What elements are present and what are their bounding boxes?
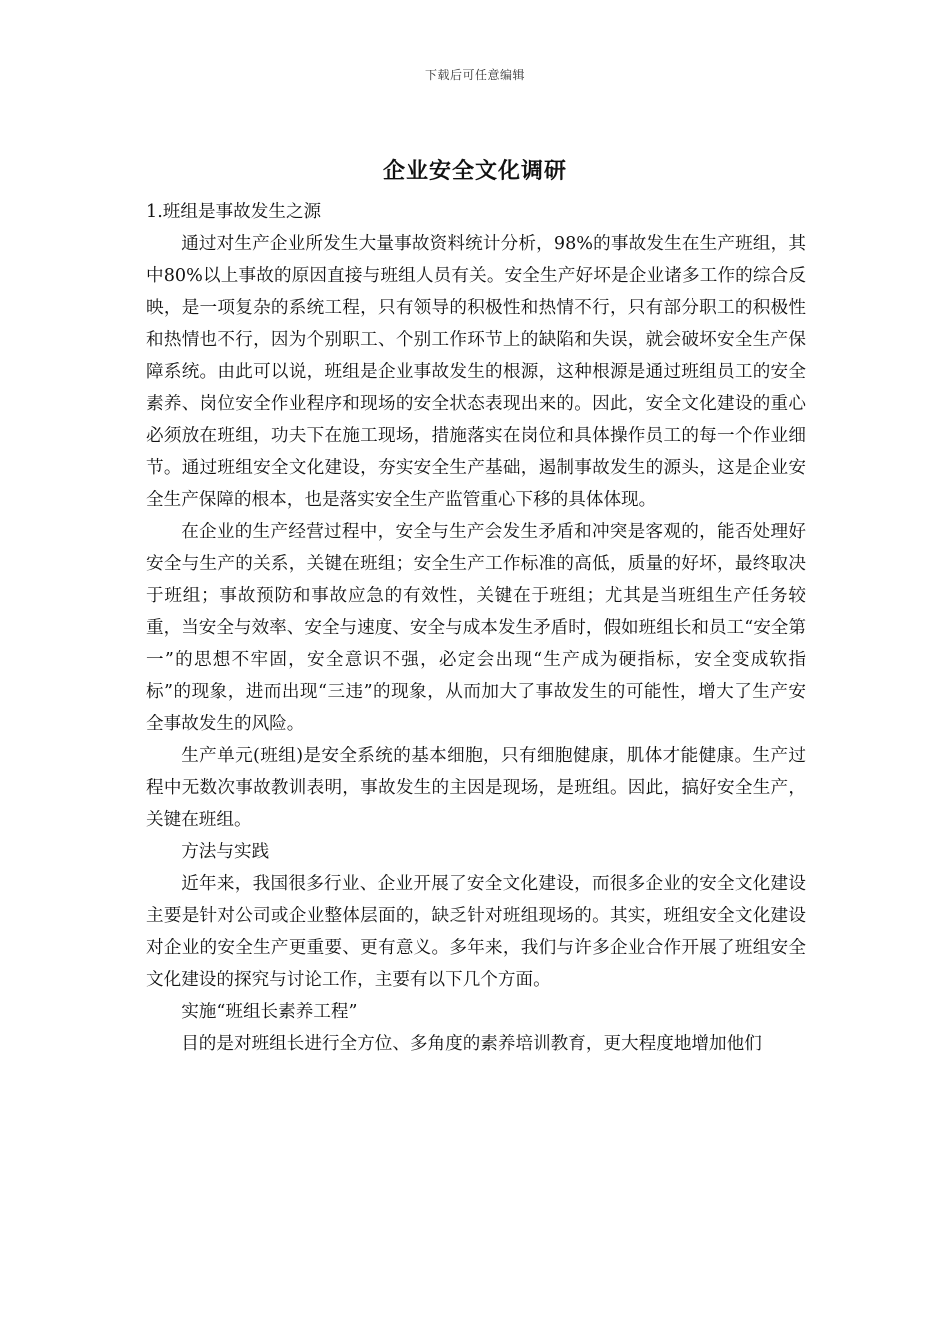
page-header: 下载后可任意编辑 — [424, 68, 525, 82]
document-body — [146, 196, 806, 1060]
paragraph: 目的是对班组长进行全方位、多角度的素养培训教育，更大程度地增加他们 — [181, 1034, 762, 1054]
paragraph: 通过对生产企业所发生大量事故资料统计分析，98%的事故发生在生产班组，其中80%以上事故的原因直接与班组人员有关。安全生产好坏是企业诸多工作的综合反映，是一项复杂的系统工程，只有领导的积极性和热情不行，只有部分职工的积极性和热情也不行，因为个别职工、个别工作环节上的缺陷和失误，就会破坏安全生产保障系统。由此可以说，班组是企业事故发生的根源，这种根源是通过班组员工的安全素养、岗位安全作业程序和现场的安全状态表现出来的。因此，安全文化建设的重心必须放在班组，功夫下在施工现场，措施落实在岗位和具体操作员工的每一个作业细节。通过班组安全文化建设，夯实安全生产基础，遏制事故发生的源头，这是企业安全生产保障的根本，也是落实安全生产监管重心下移的具体体现。 — [146, 234, 806, 510]
document-title: 企业安全文化调研 — [382, 159, 567, 184]
paragraph: 生产单元(班组)是安全系统的基本细胞，只有细胞健康，肌体才能健康。生产过程中无数次事故教训表明，事故发生的主因是现场，是班组。因此，搞好安全生产，关键在班组。 — [146, 746, 806, 830]
paragraph: 在企业的生产经营过程中，安全与生产会发生矛盾和冲突是客观的，能否处理好安全与生产的关系，关键在班组；安全生产工作标准的高低，质量的好坏，最终取决于班组；事故预防和事故应急的有效性，关键在于班组；尤其是当班组生产任务较重，当安全与效率、安全与速度、安全与成本发生矛盾时，假如班组长和员工“安全第一”的思想不牢固，安全意识不强，必定会出现“生产成为硬指标，安全变成软指标”的现象，进而出现“三违”的现象，从而加大了事故发生的可能性，增大了生产安全事故发生的风险。 — [146, 522, 806, 734]
subheading-methods: 方法与实践 — [181, 842, 270, 862]
subheading-team-leader: 实施“班组长素养工程” — [181, 1002, 358, 1022]
paragraph: 近年来，我国很多行业、企业开展了安全文化建设，而很多企业的安全文化建设主要是针对公司或企业整体层面的，缺乏针对班组现场的。其实，班组安全文化建设对企业的安全生产更重要、更有意义。多年来，我们与许多企业合作开展了班组安全文化建设的探究与讨论工作，主要有以下几个方面。 — [146, 874, 806, 990]
section-heading: 1.班组是事故发生之源 — [146, 202, 322, 222]
